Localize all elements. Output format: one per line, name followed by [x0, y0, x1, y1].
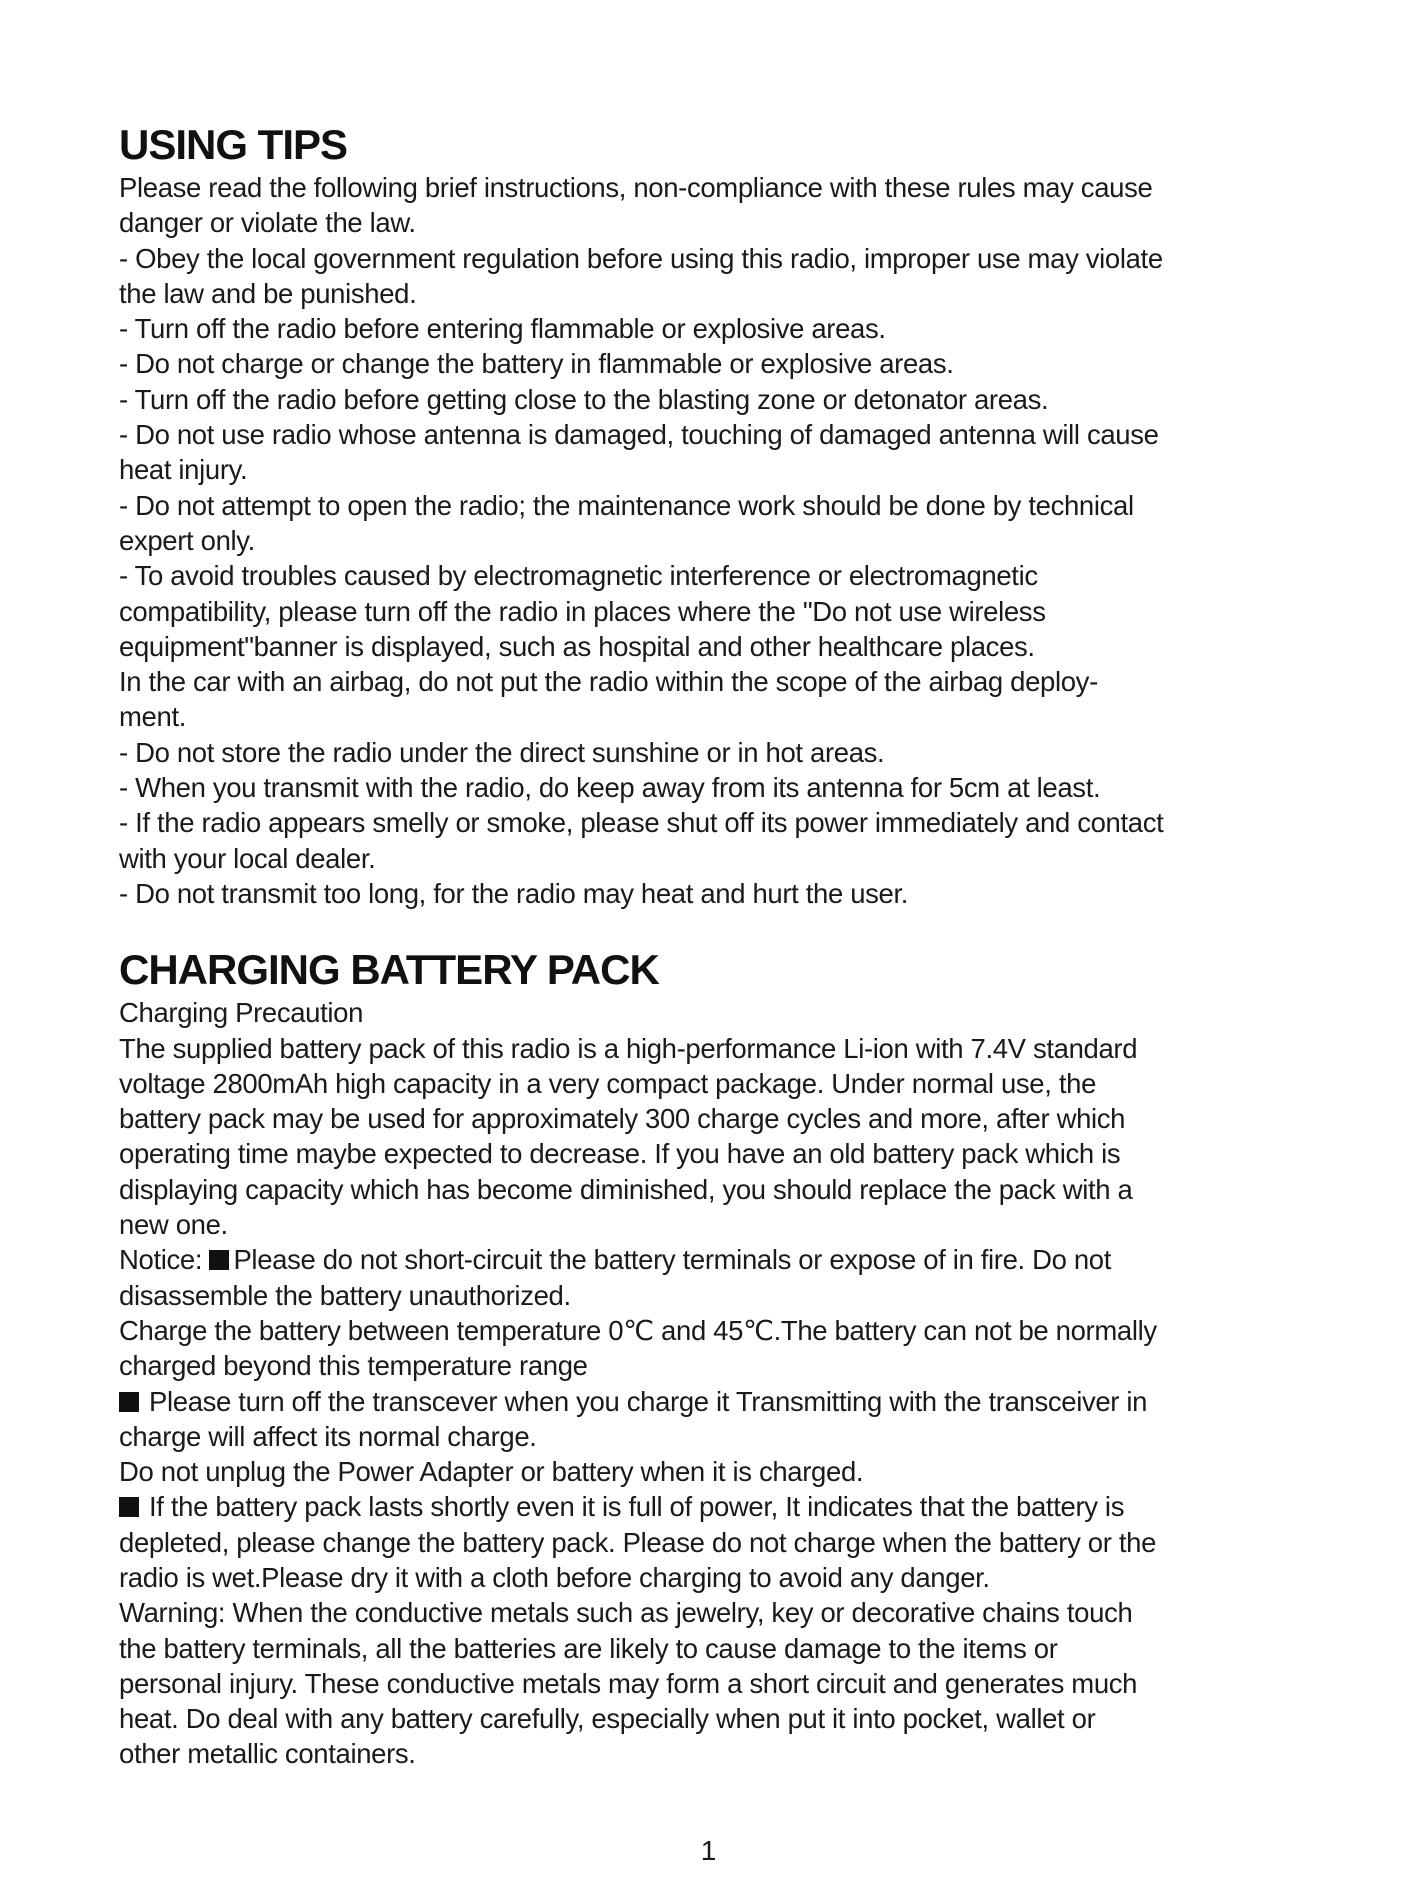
- text-line: heat. Do deal with any battery carefully, especially when put it into pocket, wallet or: [119, 1703, 1096, 1735]
- text-line: battery pack may be used for approximately 300 charge cycles and more, after which: [119, 1103, 1126, 1135]
- text-line: charge will affect its normal charge.: [119, 1420, 537, 1452]
- text-line: heat injury.: [119, 454, 248, 486]
- black-square-bullet-icon: [209, 1250, 229, 1270]
- text-line: - Do not use radio whose antenna is damaged, touching of damaged antenna will cause: [119, 419, 1159, 451]
- bullet-text: Please turn off the transcever when you charge it Transmitting with the transceiver in: [149, 1385, 1148, 1417]
- text-line: other metallic containers.: [119, 1738, 416, 1770]
- section-heading-charging-battery-pack: CHARGING BATTERY PACK: [119, 946, 659, 994]
- text-line: - If the radio appears smelly or smoke, please shut off its power immediately and contact: [119, 807, 1164, 839]
- document-page: [119, 120, 1319, 1772]
- text-line: ment.: [119, 701, 187, 733]
- bullet-line: [119, 1384, 1319, 1419]
- text-line: In the car with an airbag, do not put the radio within the scope of the airbag deploy-: [119, 666, 1098, 698]
- notice-text: Please do not short-circuit the battery terminals or expose of in fire. Do not: [233, 1244, 1112, 1276]
- text-line: depleted, please change the battery pack. Please do not charge when the battery or the: [119, 1526, 1157, 1558]
- text-line: the law and be punished.: [119, 277, 417, 309]
- bullet-text: If the battery pack lasts shortly even it is full of power, It indicates that the battery is: [149, 1491, 1125, 1523]
- text-line: - Turn off the radio before getting close to the blasting zone or detonator areas.: [119, 383, 1049, 415]
- text-line: - Do not transmit too long, for the radio may heat and hurt the user.: [119, 877, 909, 909]
- text-line: danger or violate the law.: [119, 207, 416, 239]
- text-line: voltage 2800mAh high capacity in a very compact package. Under normal use, the: [119, 1067, 1097, 1099]
- text-line: - When you transmit with the radio, do keep away from its antenna for 5cm at least.: [119, 772, 1101, 804]
- text-line: Do not unplug the Power Adapter or battery when it is charged.: [119, 1456, 864, 1488]
- section-heading-using-tips: USING TIPS: [119, 121, 348, 168]
- text-line: - Turn off the radio before entering flammable or explosive areas.: [119, 313, 886, 345]
- page-number: 1: [700, 1835, 717, 1866]
- text-line: new one.: [119, 1209, 228, 1241]
- text-line: personal injury. These conductive metals may form a short circuit and generates much: [119, 1667, 1138, 1699]
- text-line: expert only.: [119, 524, 255, 556]
- charging-battery-body: [119, 995, 1319, 1772]
- text-line: charged beyond this temperature range: [119, 1350, 588, 1382]
- text-line: - Do not store the radio under the direct sunshine or in hot areas.: [119, 736, 885, 768]
- text-line: the battery terminals, all the batteries are likely to cause damage to the items or: [119, 1632, 1058, 1664]
- black-square-bullet-icon: [119, 1392, 139, 1412]
- text-line: - Obey the local government regulation before using this radio, improper use may violate: [119, 242, 1163, 274]
- text-line: The supplied battery pack of this radio is a high-performance Li-ion with 7.4V standard: [119, 1032, 1138, 1064]
- text-line: compatibility, please turn off the radio in places where the "Do not use wireless: [119, 595, 1046, 627]
- text-line: - To avoid troubles caused by electromagnetic interference or electromagnetic: [119, 560, 1038, 592]
- bullet-line: [119, 1489, 1319, 1524]
- text-line: radio is wet.Please dry it with a cloth before charging to avoid any danger.: [119, 1561, 990, 1593]
- subheading-charging-precaution: Charging Precaution: [119, 997, 364, 1029]
- text-line: - Do not charge or change the battery in flammable or explosive areas.: [119, 348, 954, 380]
- text-line: Charge the battery between temperature 0℃ and 45℃.The battery can not be normally: [119, 1314, 1157, 1346]
- text-line: equipment"banner is displayed, such as hospital and other healthcare places.: [119, 630, 1035, 662]
- black-square-bullet-icon: [119, 1497, 139, 1517]
- text-line: disassemble the battery unauthorized.: [119, 1279, 571, 1311]
- text-line: Warning: When the conductive metals such as jewelry, key or decorative chains touch: [119, 1597, 1133, 1629]
- text-line: with your local dealer.: [119, 842, 376, 874]
- notice-label: Notice:: [119, 1244, 210, 1276]
- notice-line: [119, 1242, 1319, 1277]
- text-line: operating time maybe expected to decrease. If you have an old battery pack which is: [119, 1138, 1121, 1170]
- text-line: displaying capacity which has become diminished, you should replace the pack with a: [119, 1173, 1133, 1205]
- text-line: Please read the following brief instructions, non-compliance with these rules may cause: [119, 172, 1153, 203]
- text-line: - Do not attempt to open the radio; the maintenance work should be done by technical: [119, 489, 1134, 521]
- using-tips-body: [119, 170, 1319, 911]
